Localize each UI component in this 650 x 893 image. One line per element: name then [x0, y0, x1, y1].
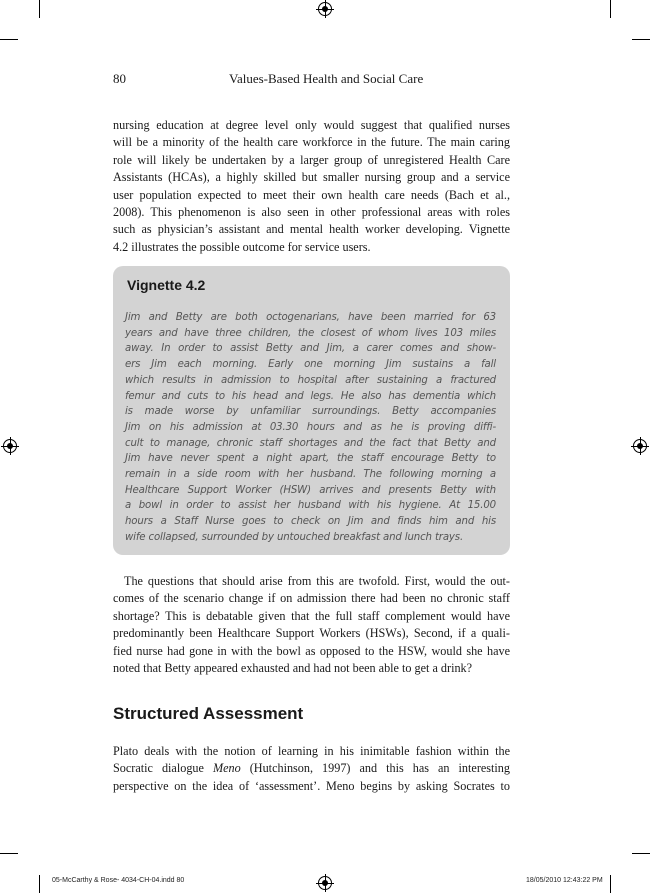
page-number: 80 — [113, 71, 126, 86]
vignette-line: away. In order to assist Betty and Jim, a carer comes and show- — [125, 343, 496, 355]
vignette-line: Jim on his admission at 03.30 hours and as he is proving diffi- — [125, 421, 496, 433]
registration-mark-icon — [318, 876, 332, 890]
text-line: nursing education at degree level only would suggest that qualified nurses — [113, 118, 510, 132]
text-run: (Hutchinson, 1997) and this has an interesting — [240, 761, 510, 776]
text-line: 2008). This phenomenon is also seen in other professional areas with roles — [113, 205, 510, 220]
crop-mark — [610, 0, 611, 18]
text-line: user population expected to meet their own health care needs (Bach et al., — [113, 187, 510, 202]
text-line: perspective on the idea of ‘assessment’. Meno begins by asking Socrates to — [113, 778, 510, 793]
crop-mark — [39, 0, 40, 18]
vignette-line: wife collapsed, surrounded by untouched breakfast and lunch trays. — [125, 531, 464, 543]
text-line: such as physician’s assistant and mental health worker developing. Vignette — [113, 222, 510, 237]
discussion-paragraph — [113, 573, 510, 677]
registration-mark-icon — [3, 439, 17, 453]
vignette-line: Healthcare Support Worker (HSW) arrives and presents Betty with — [125, 484, 496, 496]
text-line: comes of the scenario change if on admission there had been no chronic staff — [113, 591, 510, 606]
crop-mark — [39, 875, 40, 893]
vignette-line: femur and cuts to his head and legs. He also has dementia which — [125, 390, 496, 402]
vignette-line: Jim and Betty are both octogenarians, have been married for 63 — [125, 312, 496, 323]
vignette-line: Jim have never spent a night apart, the staff encourage Betty to — [125, 453, 496, 465]
text-line: will be a minority of the health care workforce in the future. The main caring — [113, 135, 510, 150]
vignette-line: is made worse by unfamiliar surroundings. Betty accompanies — [125, 406, 496, 418]
intro-paragraph — [113, 117, 510, 256]
print-timestamp: 18/05/2010 12:43:22 PM — [526, 877, 603, 884]
registration-mark-icon — [318, 2, 332, 16]
text-line: fied nurse had gone in with the bowl as opposed to the HSW, would she have — [113, 643, 510, 658]
text-line: shortage? This is debatable given that the full staff complement would have — [113, 608, 510, 623]
text-line: predominantly been Healthcare Support Workers (HSWs), Second, if a quali- — [113, 626, 510, 641]
vignette-line: ers Jim each morning. Early one morning Jim sustains a fall — [125, 359, 496, 371]
crop-mark — [0, 853, 18, 854]
vignette-line: hours a Staff Nurse goes to check on Jim and finds him and his — [125, 516, 496, 528]
crop-mark — [632, 39, 650, 40]
vignette-line: cult to manage, chronic staff shortages and the fact that Betty and — [125, 437, 496, 449]
vignette-line: remain in a side room with her husband. The following morning a — [125, 469, 496, 481]
book-title: Meno — [212, 761, 241, 776]
vignette-line: a bowl in order to assist her husband with his hygiene. At 15.00 — [125, 500, 496, 512]
text-line: role will likely be undertaken by a larger group of unregistered Health Care — [113, 152, 510, 167]
crop-mark — [0, 39, 18, 40]
running-head: Values-Based Health and Social Care — [229, 71, 424, 86]
text-line: The questions that should arise from this are twofold. First, would the out- — [124, 574, 510, 588]
text-run: Socratic dialogue — [113, 761, 213, 776]
crop-mark — [610, 875, 611, 893]
section-paragraph — [113, 743, 510, 795]
text-line: 4.2 illustrates the possible outcome for service users. — [113, 239, 371, 254]
vignette-title: Vignette 4.2 — [127, 277, 206, 293]
text-line: noted that Betty appeared exhausted and had not been able to get a drink? — [113, 661, 473, 676]
vignette-body — [125, 310, 496, 546]
vignette-line: years and have three children, the closest of whom lives 103 miles — [125, 327, 496, 339]
text-line — [113, 760, 510, 777]
crop-mark — [632, 853, 650, 854]
section-heading: Structured Assessment — [113, 704, 304, 723]
vignette-box — [113, 266, 510, 555]
text-line: Plato deals with the notion of learning in his inimitable fashion within the — [113, 744, 510, 758]
file-slug: 05-McCarthy & Rose- 4034-CH-04.indd 80 — [52, 877, 185, 884]
vignette-line: which results in admission to hospital after sustaining a fractured — [125, 374, 496, 386]
text-line: Assistants (HCAs), a highly skilled but smaller nursing group and a service — [113, 170, 510, 185]
registration-mark-icon — [633, 439, 647, 453]
